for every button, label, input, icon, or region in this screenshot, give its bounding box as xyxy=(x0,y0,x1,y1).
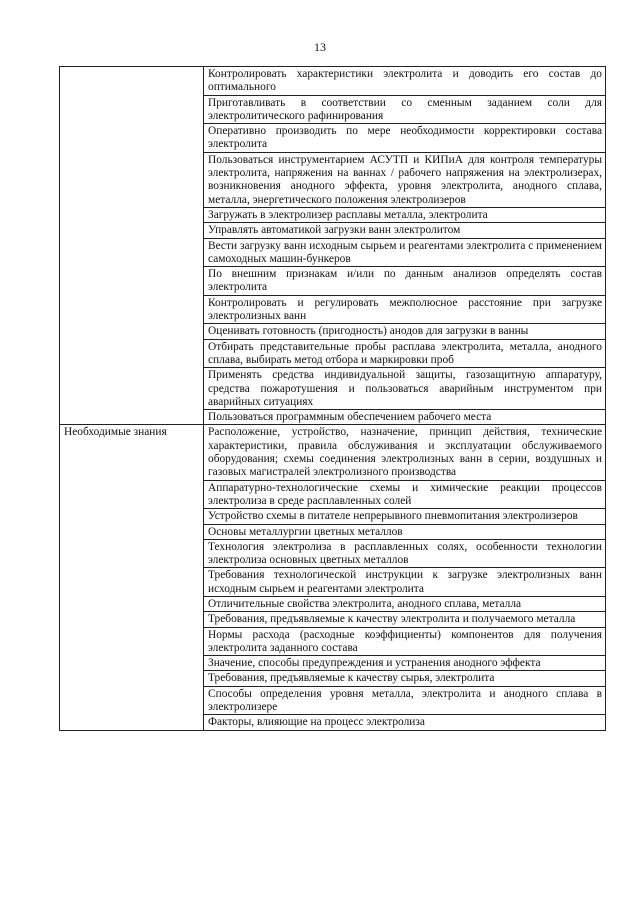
table-cell-item: Отбирать представительные пробы расплава электролита, металла, анодного сплава, выбирать метод отбора и маркировки проб xyxy=(204,339,606,368)
section-label: Необходимые знания xyxy=(60,425,204,730)
table-cell-item: Значение, способы предупреждения и устранения анодного эффекта xyxy=(204,656,606,671)
table-row xyxy=(60,425,606,480)
table-cell-item: Основы металлургии цветных металлов xyxy=(204,524,606,539)
table-cell-item: Требования технологической инструкции к загрузке электролизных ванн исходным сырьем и реагентами электролита xyxy=(204,568,606,597)
table-cell-item: Оперативно производить по мере необходимости корректировки состава электролита xyxy=(204,124,606,153)
competency-table xyxy=(59,66,606,731)
table-body xyxy=(60,67,606,731)
table-cell-item: Контролировать характеристики электролита и доводить его состав до оптимального xyxy=(204,67,606,96)
table-cell-item: Пользоваться программным обеспечением рабочего места xyxy=(204,410,606,425)
table-row xyxy=(60,67,606,96)
table-cell-item: Отличительные свойства электролита, анодного сплава, металла xyxy=(204,596,606,611)
table-cell-item: По внешним признакам и/или по данным анализов определять состав электролита xyxy=(204,267,606,296)
section-label-empty xyxy=(60,67,204,425)
table-cell-item: Приготавливать в соответствии со сменным заданием соли для электролитического рафинирования xyxy=(204,95,606,124)
table-cell-item: Применять средства индивидуальной защиты, газозащитную аппаратуру, средства пожаротушения и пользоваться аварийным инструментом при аварийных ситуациях xyxy=(204,368,606,410)
page-number: 13 xyxy=(314,40,326,54)
table-cell-item: Нормы расхода (расходные коэффициенты) компонентов для получения электролита заданного состава xyxy=(204,627,606,656)
table-cell-item: Способы определения уровня металла, электролита и анодного сплава в электролизере xyxy=(204,686,606,715)
table-cell-item: Пользоваться инструментарием АСУТП и КИПиА для контроля температуры электролита, напряжения на ваннах / рабочего напряжения на электролизерах, возникновения анодного эффекта, уровня электролита, анодного сплава, металла, энергетического положения электролизеров xyxy=(204,152,606,207)
table-cell-item: Требования, предъявляемые к качеству сырья, электролита xyxy=(204,671,606,686)
table-cell-item: Требования, предъявляемые к качеству электролита и получаемого металла xyxy=(204,612,606,627)
table-cell-item: Управлять автоматикой загрузки ванн электролитом xyxy=(204,223,606,238)
table-cell-item: Аппаратурно-технологические схемы и химические реакции процессов электролиза в среде расплавленных солей xyxy=(204,480,606,509)
table-cell-item: Оценивать готовность (пригодность) анодов для загрузки в ванны xyxy=(204,324,606,339)
table-cell-item: Загружать в электролизер расплавы металла, электролита xyxy=(204,207,606,222)
table-cell-item: Расположение, устройство, назначение, принцип действия, технические характеристики, правила обслуживания и эксплуатации обслуживаемого оборудования; схемы соединения электролизных ванн в серии, воздушных и газовых магистралей электролизного производства xyxy=(204,425,606,480)
table-cell-item: Вести загрузку ванн исходным сырьем и реагентами электролита с применением самоходных машин-бункеров xyxy=(204,238,606,267)
table-cell-item: Технология электролиза в расплавленных солях, особенности технологии электролиза основных цветных металлов xyxy=(204,539,606,568)
table-cell-item: Устройство схемы в питателе непрерывного пневмопитания электролизеров xyxy=(204,509,606,524)
table-cell-item: Контролировать и регулировать межполюсное расстояние при загрузке электролизных ванн xyxy=(204,295,606,324)
table-cell-item: Факторы, влияющие на процесс электролиза xyxy=(204,715,606,730)
